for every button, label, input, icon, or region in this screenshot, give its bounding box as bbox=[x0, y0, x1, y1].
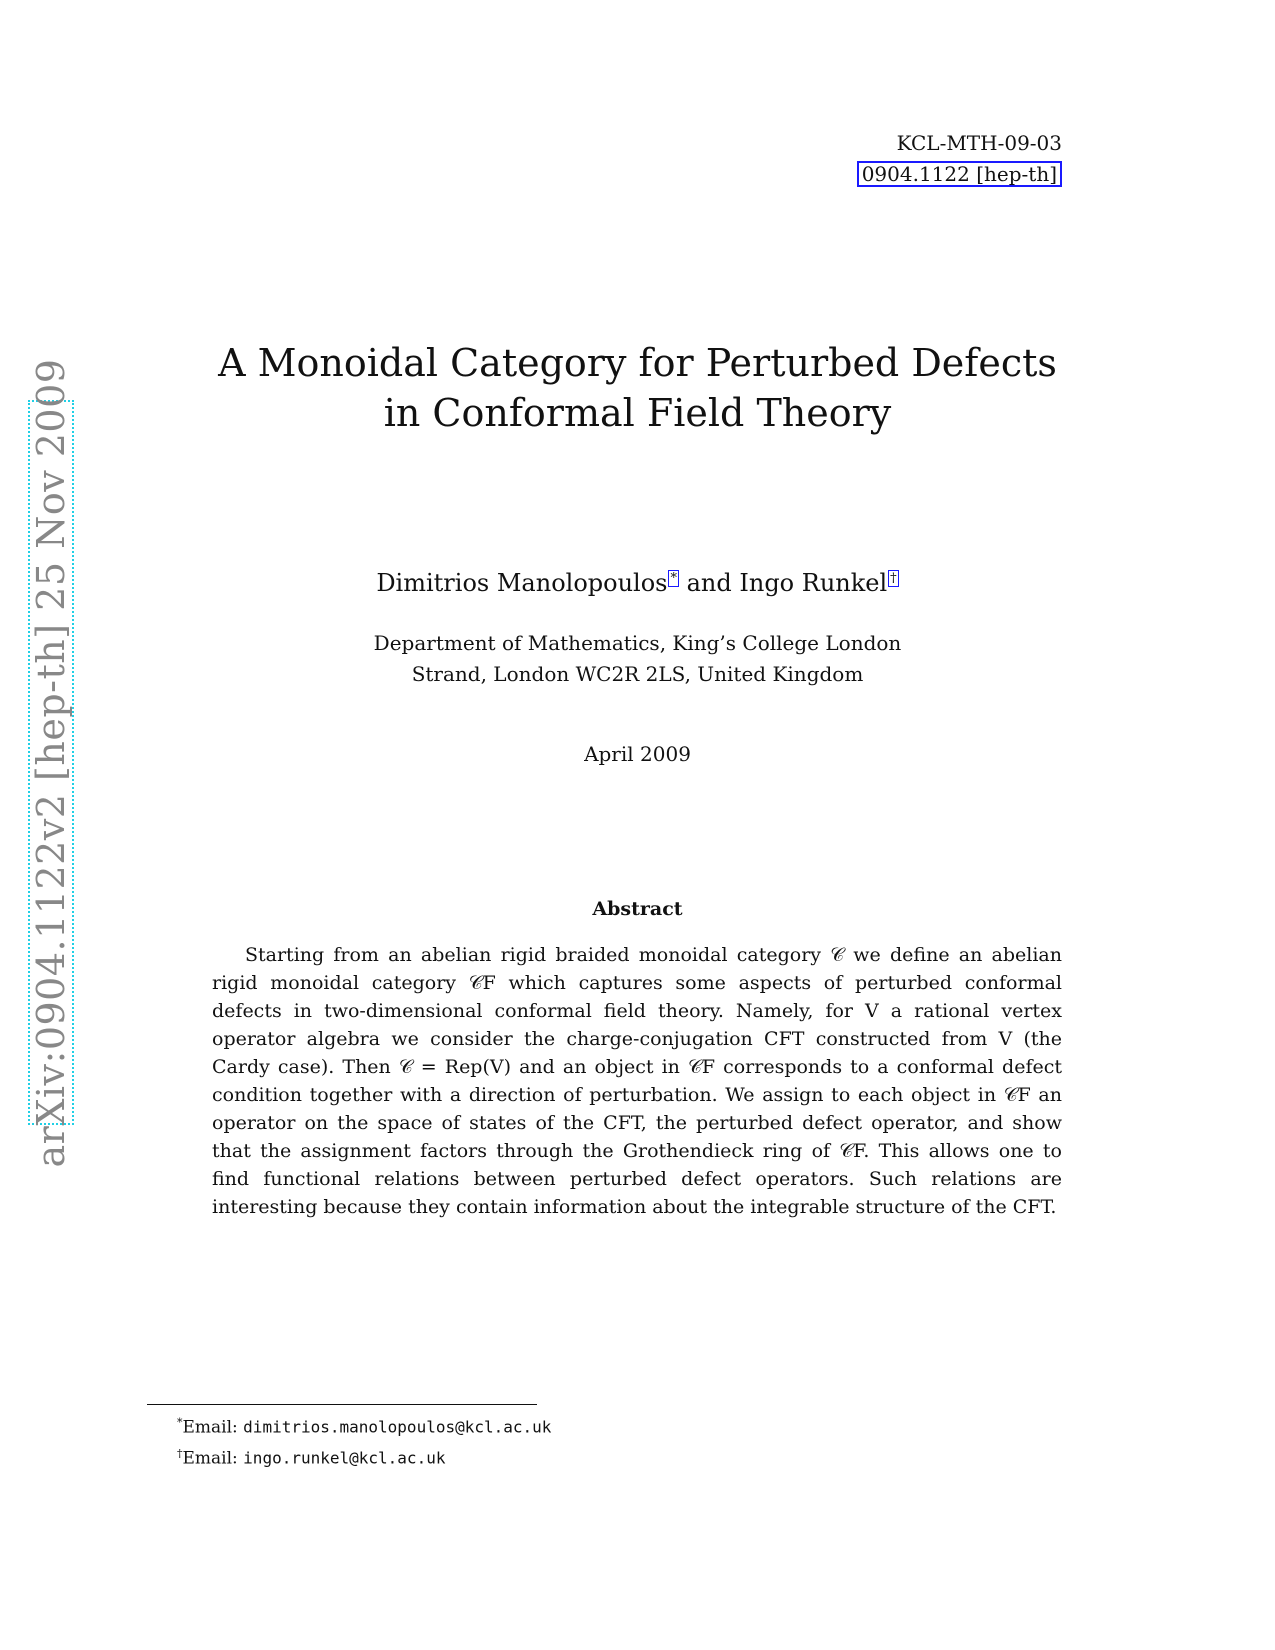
affiliation-line-1: Department of Mathematics, King’s College London bbox=[373, 631, 902, 655]
footnote-1-email[interactable]: dimitrios.manolopoulos@kcl.ac.uk bbox=[243, 1417, 552, 1437]
footnote-link-2[interactable]: † bbox=[890, 571, 897, 586]
author-connector: and bbox=[678, 569, 740, 597]
paper-title bbox=[0, 338, 1275, 438]
paper-title-line-1: A Monoidal Category for Perturbed Defects bbox=[218, 341, 1057, 385]
abstract-heading: Abstract bbox=[592, 898, 683, 920]
footnote-1 bbox=[177, 1410, 551, 1441]
report-number: KCL-MTH-09-03 bbox=[896, 131, 1062, 155]
footnote-link-1[interactable]: * bbox=[670, 571, 677, 586]
footnote-2-email[interactable]: ingo.runkel@kcl.ac.uk bbox=[243, 1448, 446, 1468]
publication-date: April 2009 bbox=[584, 742, 691, 766]
affiliation bbox=[0, 628, 1275, 690]
affiliation-line-2: Strand, London WC2R 2LS, United Kingdom bbox=[411, 662, 864, 686]
report-header bbox=[857, 128, 1062, 189]
footnote-2 bbox=[177, 1441, 551, 1472]
paper-title-line-2: in Conformal Field Theory bbox=[383, 391, 892, 435]
footnotes bbox=[177, 1410, 551, 1471]
author-list bbox=[0, 567, 1275, 599]
footnote-2-mark: † bbox=[177, 1446, 183, 1460]
author-name-1: Dimitrios Manolopoulos bbox=[376, 569, 668, 597]
footnote-2-label: Email: bbox=[182, 1448, 244, 1469]
abstract-body: Starting from an abelian rigid braided monoidal category 𝒞 we define an abelian rigid monoidal category 𝒞F which captures some aspects of perturbed conformal defects in two-dimensional conformal field theory. Namely, for V a rational vertex operator algebra we consider the charge-conjugation CFT constructed from V (the Cardy case). Then 𝒞 = Rep(V) and an object in 𝒞F corresponds to a conformal defect condition together with a direction of perturbation. We assign to each object in 𝒞F an operator on the space of states of the CFT, the perturbed defect operator, and show that the assignment factors through the Grothendieck ring of 𝒞F. This allows one to find functional relations between perturbed defect operators. Such relations are interesting because they contain information about the integrable structure of the CFT. bbox=[212, 944, 1062, 1218]
author-name-2: Ingo Runkel bbox=[739, 569, 888, 597]
footnote-1-mark: * bbox=[177, 1416, 183, 1429]
footnote-1-label: Email: bbox=[182, 1417, 244, 1438]
arxiv-side-stamp-text: arXiv:0904.1122v2 [hep-th] 25 Nov 2009 bbox=[29, 358, 73, 1167]
footnote-divider bbox=[147, 1404, 537, 1405]
arxiv-reference-link[interactable]: 0904.1122 [hep-th] bbox=[857, 161, 1062, 187]
